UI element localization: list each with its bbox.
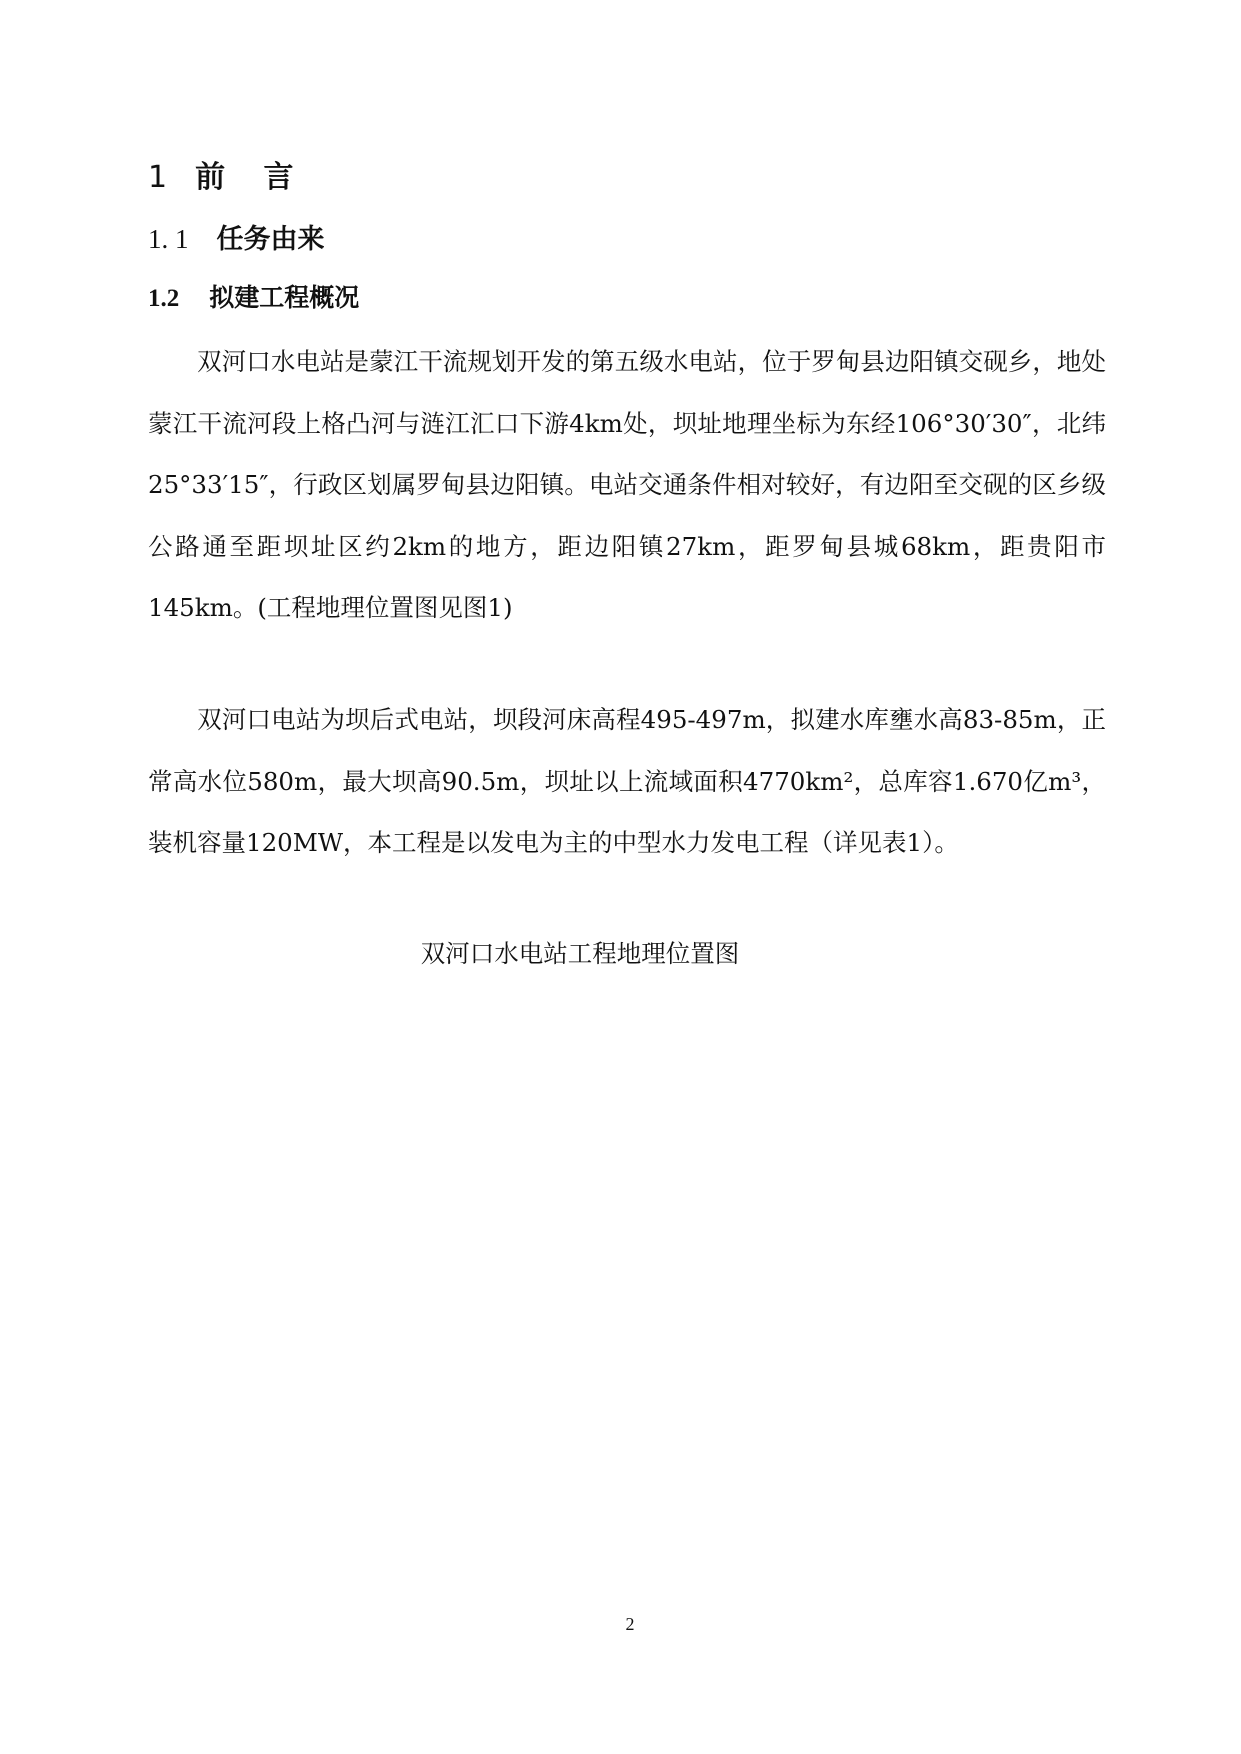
chapter-title: 前 言 — [195, 160, 308, 195]
section-title: 拟建工程概况 — [209, 283, 360, 312]
page-number: 2 — [625, 1614, 635, 1634]
body-paragraph-parameters: 双河口电站为坝后式电站，坝段河床高程495-497m，拟建水库壅水高83-85m，正常高水位580m，最大坝高90.5m，坝址以上流域面积4770km²，总库容1.670亿m³，装机容量120MW，本工程是以发电为主的中型水力发电工程（详见表1）。 — [148, 705, 1106, 857]
chapter-heading — [148, 158, 308, 198]
chapter-number: 1 — [148, 160, 168, 195]
body-paragraph-location: 双河口水电站是蒙江干流规划开发的第五级水电站，位于罗甸县边阳镇交砚乡，地处蒙江干流河段上格凸河与涟江汇口下游4km处，坝址地理坐标为东经106°30′30″，北纬25°33′15″，行政区划属罗甸县边阳镇。电站交通条件相对较好，有边阳至交砚的区乡级公路通至距坝址区约2km的地方，距边阳镇27km，距罗甸县城68km，距贵阳市145km。(工程地理位置图见图1) — [148, 347, 1106, 622]
section-heading-1-2 — [148, 280, 359, 317]
section-title: 任务由来 — [216, 224, 325, 255]
section-heading-1-1 — [148, 220, 325, 259]
section-number: 1. 1 — [148, 224, 189, 254]
section-number: 1.2 — [148, 285, 180, 312]
figure-caption: 双河口水电站工程地理位置图 — [420, 939, 740, 968]
